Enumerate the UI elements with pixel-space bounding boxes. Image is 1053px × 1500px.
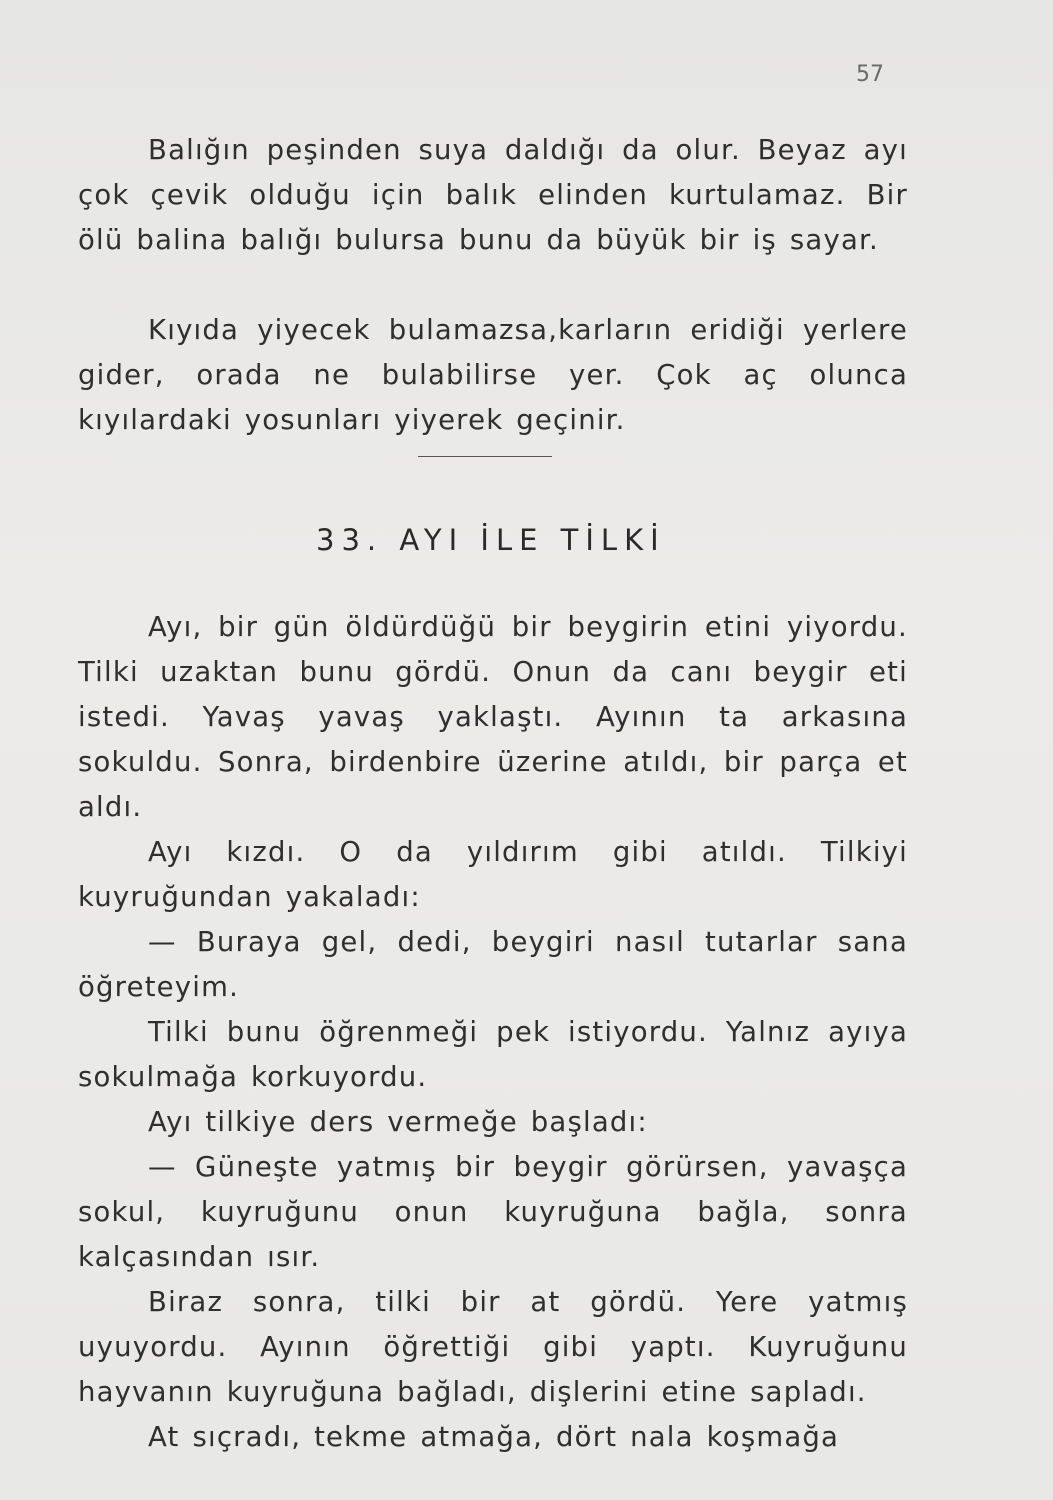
- story-paragraph-2: Ayı kızdı. O da yıldırım gibi atıldı. Tilkiyi kuyruğundan yakaladı:: [78, 836, 908, 913]
- paragraph-beyaz-ayi-2: Kıyıda yiyecek bulamazsa,karların eridiği yerlere gider, orada ne bulabilirse yer. Çok aç olunca kıyılardaki yosunları yiyerek geçinir.: [78, 314, 908, 436]
- page-number: 57: [856, 62, 884, 87]
- section-divider: [418, 456, 552, 457]
- story-paragraph-4: Ayı tilkiye ders vermeğe başladı:: [148, 1106, 648, 1138]
- story-paragraph-6: At sıçradı, tekme atmağa, dört nala koşmağa: [148, 1421, 840, 1453]
- story-paragraph-3: Tilki bunu öğrenmeği pek istiyordu. Yalnız ayıya sokulmağa korkuyordu.: [78, 1016, 908, 1093]
- paragraph-beyaz-ayi-1: Balığın peşinden suya daldığı da olur. Beyaz ayı çok çevik olduğu için balık elinden kurtulamaz. Bir ölü balina balığı bulursa bunu da büyük bir iş sayar.: [78, 134, 908, 256]
- story-paragraph-5: Biraz sonra, tilki bir at gördü. Yere yatmış uyuyordu. Ayının öğrettiği gibi yaptı. Kuyruğunu hayvanın kuyruğuna bağladı, dişlerini etine sapladı.: [78, 1286, 908, 1408]
- story-dialogue-1: — Buraya gel, dedi, beygiri nasıl tutarlar sana öğreteyim.: [78, 926, 908, 1003]
- story-dialogue-2: — Güneşte yatmış bir beygir görürsen, yavaşça sokul, kuyruğunu onun kuyruğuna bağla, sonra kalçasından ısır.: [78, 1151, 908, 1273]
- story-title: 33. AYI İLE TİLKİ: [316, 523, 666, 557]
- story-paragraph-1: Ayı, bir gün öldürdüğü bir beygirin etini yiyordu. Tilki uzaktan bunu gördü. Onun da canı beygir eti istedi. Yavaş yavaş yaklaştı. Ayının ta arkasına sokuldu. Sonra, birdenbire üzerine atıldı, bir parça et aldı.: [78, 611, 908, 823]
